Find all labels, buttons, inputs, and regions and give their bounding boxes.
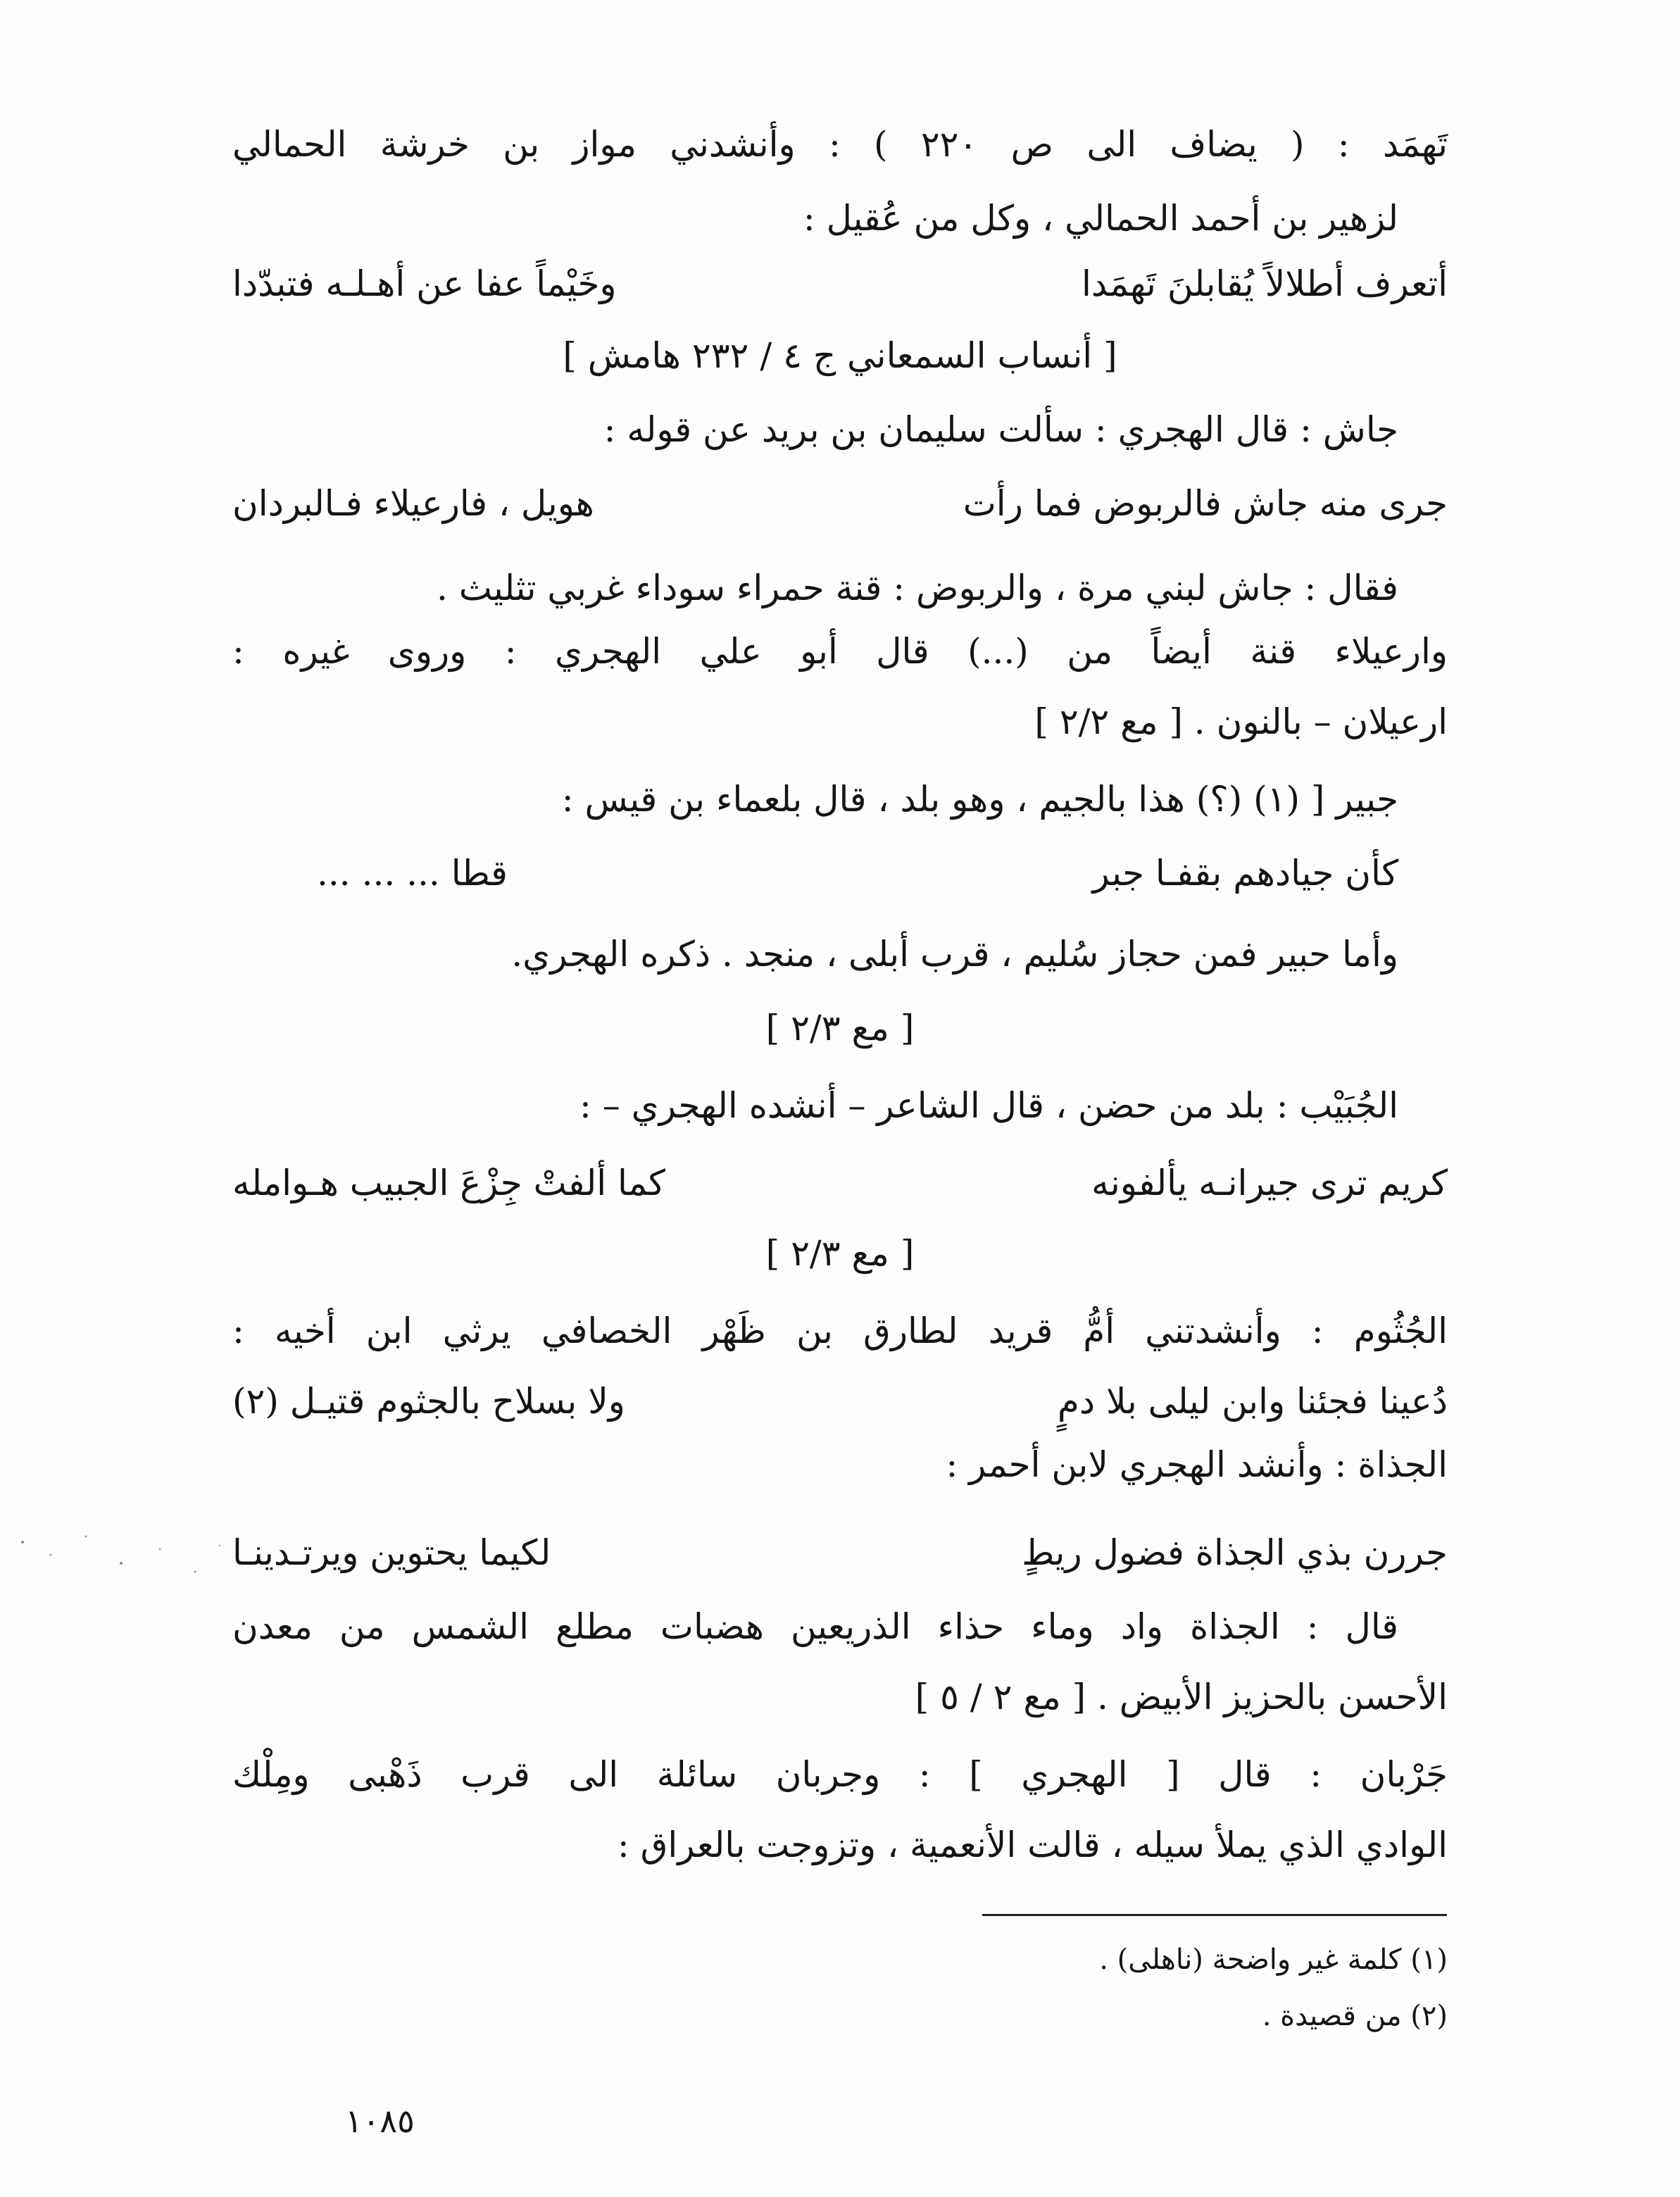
verse-hemistich-left: وخَيْماً عفا عن أهـلـه فتبدّدا [232, 263, 617, 304]
text-line: فقال : جاش لبني مرة ، والربوض : قنة حمراء سوداء غربي تثليث . [436, 568, 1398, 608]
text-line: الوادي الذي يملأ سيله ، قالت الأنعمية ، وتزوجت بالعراق : [617, 1824, 1448, 1865]
verse-line [232, 479, 1448, 528]
citation: ارعيلان – بالنون . [ مع ٢/٢ ] [1034, 701, 1448, 742]
verse-hemistich-left: هويل ، فارعيلاء فـالبردان [232, 483, 594, 524]
verse-hemistich-right: كأن جيادهم بقفـا جبر [1092, 853, 1398, 894]
verse-hemistich-right: دُعينا فجئنا وابن ليلى بلا دمٍ [1057, 1381, 1448, 1422]
verse-line [232, 1528, 1448, 1577]
text-line: لزهير بن أحمد الحمالي ، وكل من عُقيل : [803, 198, 1398, 239]
scan-specks [8, 1521, 234, 1606]
entry-jubaib: الجُبَيْب : بلد من حضن ، قال الشاعر – أنشده الهجري – : [579, 1085, 1398, 1126]
verse-hemistich-left: قطا ... ... ... [317, 853, 508, 894]
footnote-divider [982, 1914, 1447, 1916]
entry-jash: جاش : قال الهجري : سألت سليمان بن بريد عن قوله : [603, 409, 1398, 450]
citation: [ مع ٢/٣ ] [765, 1233, 915, 1274]
verse-hemistich-left: لكيما يحتوين ويرتـدينـا [232, 1532, 551, 1573]
entry-jubair: جبير [ (١) (؟) هذا بالجيم ، وهو بلد ، قال بلعماء بن قيس : [561, 779, 1398, 820]
verse-hemistich-right: أتعرف أطلالاً يُقابلنَ تَهمَدا [1081, 263, 1448, 304]
citation: [ مع ٢/٣ ] [765, 1008, 915, 1049]
entry-jurban: جَرْبان : قال [ الهجري ] : وجربان سائلة الى قرب ذَهْبى ومِلْك [232, 1754, 1448, 1795]
footnote: (٢) من قصيدة . [1262, 2000, 1448, 2032]
text-line: قال : الجذاة واد وماء حذاء الذريعين هضبات مطلع الشمس من معدن [232, 1606, 1398, 1647]
verse-line [232, 1377, 1448, 1426]
text-line: وأما حبير فمن حجاز سُليم ، قرب أبلى ، منجد . ذكره الهجري. [511, 934, 1398, 975]
entry-judhat: الجذاة : وأنشد الهجري لابن أحمر : [946, 1444, 1448, 1485]
text-line: الأحسن بالحزيز الأبيض . [ مع ٢ / ٥ ] [915, 1677, 1448, 1717]
text-line: وارعيلاء قنة أيضاً من (...) قال أبو علي الهجري : وروى غيره : [232, 631, 1448, 672]
verse-line [232, 259, 1448, 308]
entry-tahmad: تَهمَد : ( يضاف الى ص ٢٢٠ ) : وأنشدني مواز بن خرشة الحمالي [232, 124, 1448, 165]
verse-line [317, 849, 1398, 898]
verse-hemistich-right: جرى منه جاش فالربوض فما رأت [963, 483, 1448, 524]
verse-hemistich-right: جررن بذي الجذاة فضول ريطٍ [1022, 1532, 1448, 1573]
page-number: ١٠٨٥ [345, 2102, 415, 2140]
verse-hemistich-right: كريم ترى جيرانـه يألفونه [1091, 1163, 1448, 1203]
verse-line [232, 1158, 1448, 1208]
verse-hemistich-left: ولا بسلاح بالجثوم قتيـل (٢) [232, 1381, 625, 1422]
footnote: (١) كلمة غير واضحة (ناهلى) . [1099, 1944, 1448, 1976]
entry-juthum: الجُثُوم : وأنشدتني أمُّ قريد لطارق بن ظَهْر الخصافي يرثي ابن أخيه : [232, 1310, 1448, 1351]
verse-hemistich-left: كما ألفتْ جِزْعَ الجبيب هـوامله [232, 1163, 665, 1203]
citation: [ أنساب السمعاني ج ٤ / ٢٣٢ هامش ] [563, 335, 1117, 376]
